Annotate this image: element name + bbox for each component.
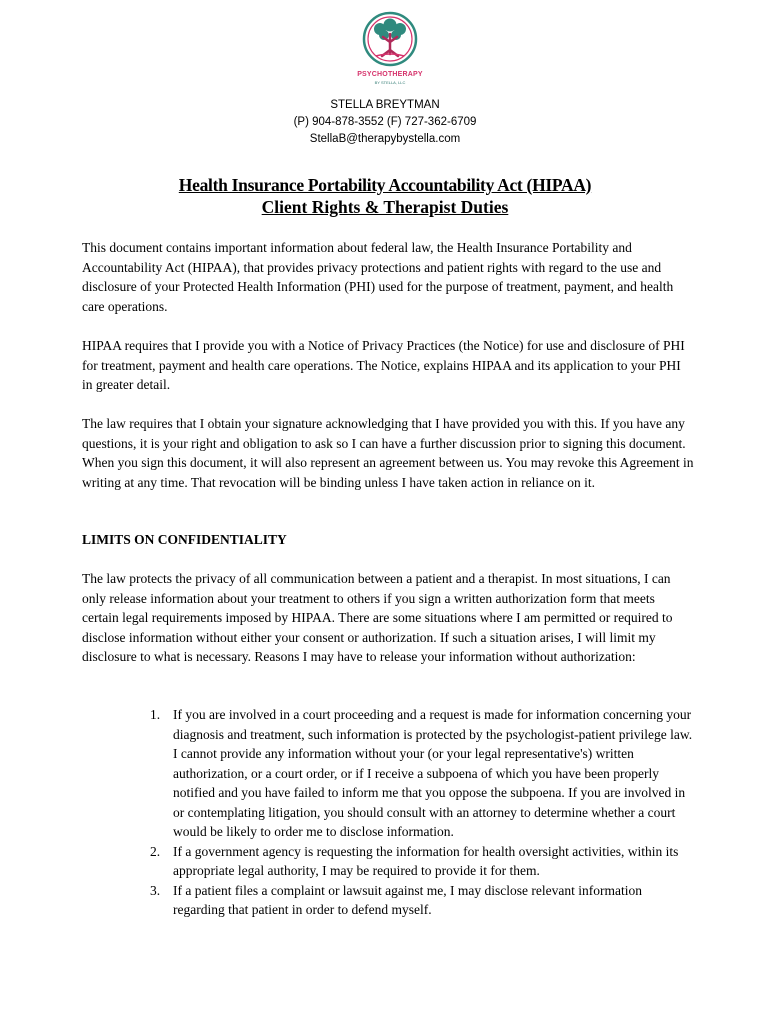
- contact-name: STELLA BREYTMAN: [330, 99, 440, 111]
- list-item: [150, 842, 695, 881]
- document-subtitle: Client Rights & Therapist Duties: [261, 197, 509, 217]
- practice-logo: [355, 10, 425, 90]
- tree-logo-icon: [362, 10, 418, 68]
- list-item-text: If you are involved in a court proceeding and a request is made for information concerning your diagnosis and treatment, such information is protected by the psychologist-patient privilege law. I cannot provide any information without your (or your legal representative's) written authorization, or a court order, or if I receive a subpoena of which you have been properly notified and you have failed to inform me that you oppose the subpoena. If you are involved in or contemplating litigation, you should consult with an attorney to determine whether a court would be likely to order me to disclose information.: [173, 707, 693, 839]
- list-item-text: If a patient files a complaint or lawsuit against me, I may disclose relevant information regarding that patient in order to defend myself.: [173, 882, 642, 917]
- list-item-text: If a government agency is requesting the information for health oversight activities, within its appropriate legal authority, I may be required to provide it for them.: [173, 843, 679, 878]
- contact-email: StellaB@therapybystella.com: [309, 133, 461, 145]
- intro-paragraph: This document contains important information about federal law, the Health Insurance Portability and Accountability Act (HIPAA), that provides privacy protections and patient rights with regard to the use and disclosure of your Protected Health Information (PHI) used for the purpose of treatment, payment, and health care operations.: [82, 240, 674, 314]
- disclosure-reasons-list: [150, 705, 695, 920]
- section-heading: LIMITS ON CONFIDENTIALITY: [82, 532, 287, 547]
- logo-name: PSYCHOTHERAPY: [357, 71, 423, 78]
- confidentiality-paragraph: The law protects the privacy of all communication between a patient and a therapist. In most situations, I can only release information about your treatment to others if you sign a written authorization form that meets certain legal requirements imposed by HIPAA. There are some situations where I am permitted or required to disclose information without either your consent or authorization. If such a situation arises, I will limit my disclosure to what is necessary. Reasons I may have to release your information without authorization:: [82, 571, 673, 664]
- list-item: [150, 881, 695, 920]
- list-item-number: 3.: [150, 882, 161, 898]
- list-item-number: 1.: [150, 707, 161, 722]
- signature-paragraph: The law requires that I obtain your signature acknowledging that I have provided you with this. If you have any questions, it is your right and obligation to ask so I can have a further discussion prior to signing this document. When you sign this document, it will also represent an agreement between us. You may revoke this Agreement in writing at any time. That revocation will be binding unless I have taken action in reliance on it.: [82, 416, 694, 490]
- contact-phone: (P) 904-878-3552 (F) 727-362-6709: [293, 116, 477, 128]
- document-title: Health Insurance Portability Accountability Act (HIPAA): [178, 175, 592, 195]
- notice-paragraph: HIPAA requires that I provide you with a Notice of Privacy Practices (the Notice) for use and disclosure of PHI for treatment, payment and health care operations. The Notice, explains HIPAA and its application to your PHI in greater detail.: [82, 338, 685, 392]
- list-item-number: 2.: [150, 843, 161, 859]
- logo-subtitle: BY STELLA, LLC: [374, 80, 406, 85]
- list-item: [150, 705, 695, 842]
